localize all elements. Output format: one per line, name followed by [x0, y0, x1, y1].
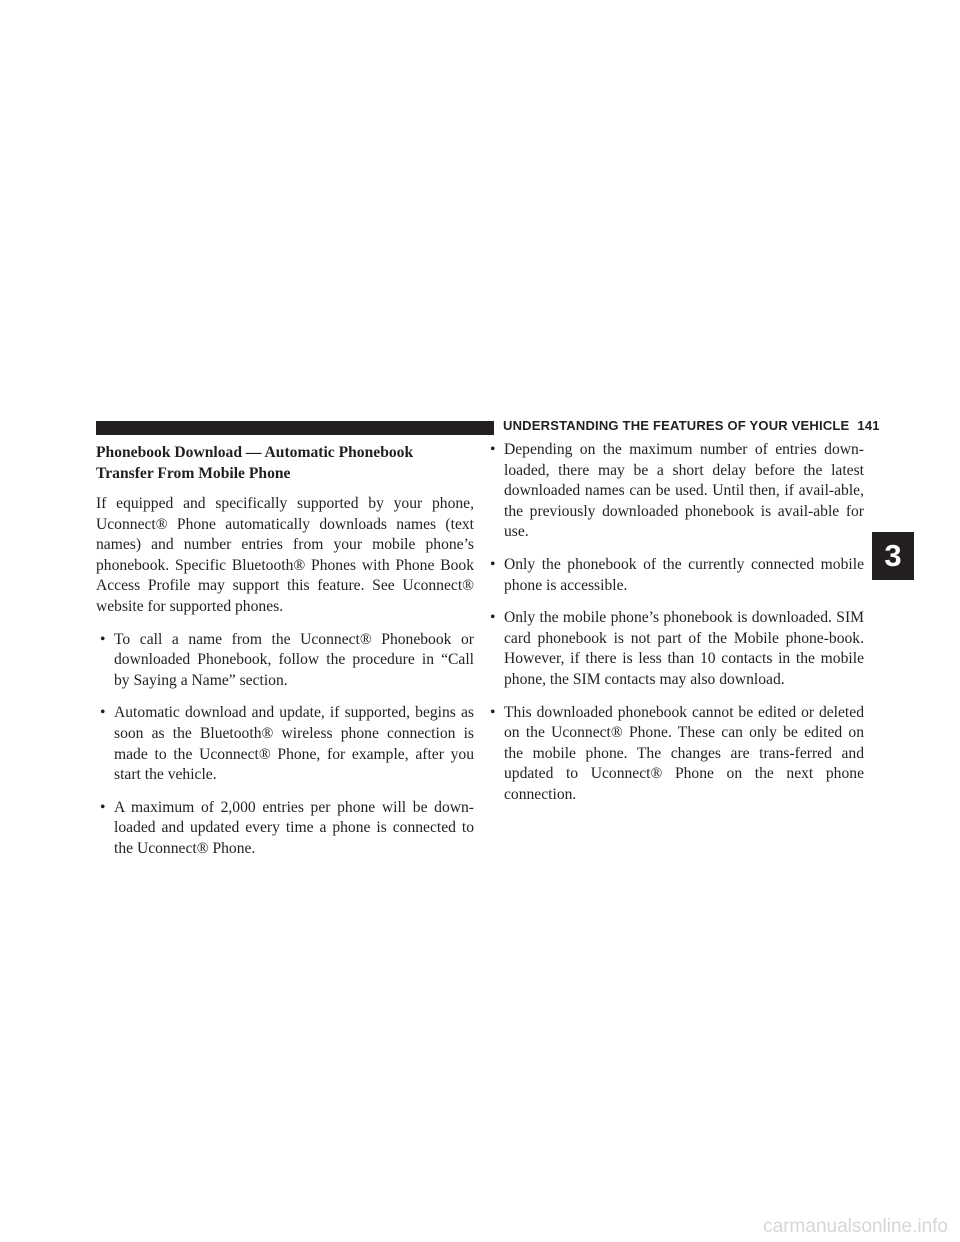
intro-paragraph: If equipped and specifically supported by your phone, Uconnect® Phone automatically downloads names (text names) and number entries from your mobile phone’s phonebook. Specific Bluetooth® Phones with Phone Book Access Profile may support this feature. See Uconnect® website for supported phones.	[96, 495, 474, 615]
bullet-icon: •	[490, 609, 496, 627]
list-item-text: This downloaded phonebook cannot be edited or deleted on the Uconnect® Phone. These can only be edited on the mobile phone. The changes are trans-ferred and updated to Uconnect® Phone on the next phone connection.	[504, 703, 864, 803]
watermark: carmanualsonline.info	[763, 1216, 948, 1237]
running-header	[503, 418, 880, 433]
bullet-icon: •	[100, 704, 106, 722]
page-number: 141	[857, 418, 880, 433]
list-item-text: Automatic download and update, if supported, begins as soon as the Bluetooth® wireless phone connection is made to the Uconnect® Phone, for example, after you start the vehicle.	[114, 704, 474, 784]
right-column	[486, 440, 864, 818]
bullet-icon: •	[490, 441, 496, 458]
list-item	[486, 440, 864, 543]
list-item	[96, 630, 474, 692]
left-column	[96, 440, 474, 872]
list-item	[486, 608, 864, 690]
left-bullet-list	[96, 630, 474, 860]
bullet-icon: •	[100, 630, 106, 648]
list-item-text: Depending on the maximum number of entries down-loaded, there may be a short delay before the latest downloaded names can be used. Until then, if avail-able, the previously downloaded phonebook is avail-able for use.	[504, 441, 864, 541]
header-section-title: UNDERSTANDING THE FEATURES OF YOUR VEHICLE	[503, 418, 850, 433]
right-bullet-list	[486, 440, 864, 806]
list-item	[486, 703, 864, 806]
list-item-text: Only the mobile phone’s phonebook is downloaded. SIM card phonebook is not part of the Mobile phone-book. However, if there is less than 10 contacts in the mobile phone, the SIM contacts may also download.	[504, 609, 864, 688]
section-heading: Phonebook Download — Automatic Phonebook Transfer From Mobile Phone	[96, 444, 414, 482]
chapter-tab: 3	[872, 532, 914, 580]
header-rule	[96, 421, 494, 435]
list-item	[486, 555, 864, 596]
list-item-text: To call a name from the Uconnect® Phonebook or downloaded Phonebook, follow the procedure in “Call by Saying a Name” section.	[114, 630, 474, 689]
list-item-text: A maximum of 2,000 entries per phone will be down-loaded and updated every time a phone is connected to the Uconnect® Phone.	[114, 798, 474, 857]
list-item	[96, 798, 474, 860]
list-item	[96, 703, 474, 785]
list-item-text: Only the phonebook of the currently connected mobile phone is accessible.	[504, 555, 864, 594]
bullet-icon: •	[490, 703, 496, 721]
bullet-icon: •	[100, 798, 106, 816]
bullet-icon: •	[490, 555, 496, 573]
